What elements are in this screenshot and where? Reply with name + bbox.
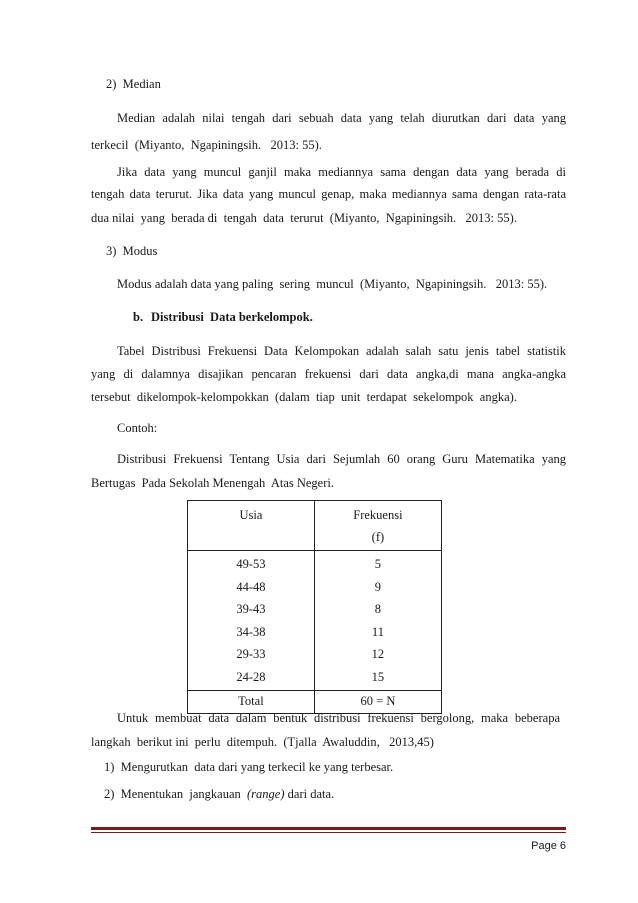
table-row — [188, 598, 442, 621]
example-title-line-1: Distribusi Frekuensi Tentang Usia dari Sejumlah 60 orang Guru Matematika yang — [117, 452, 566, 466]
table-cell-frequency: 12 — [314, 643, 441, 666]
distribution-paragraph-line-1: Tabel Distribusi Frekuensi Data Kelompokan adalah salah satu jenis tabel statistik — [117, 344, 566, 358]
procedure-paragraph-line-2: langkah berikut ini perlu ditempuh. (Tjalla Awaluddin, 2013,45) — [91, 735, 434, 749]
median-paragraph-2-line-1: Jika data yang muncul ganjil maka mediannya sama dengan data yang berada di — [117, 165, 566, 179]
table-cell-frequency: 15 — [314, 666, 441, 691]
frequency-table — [187, 500, 442, 714]
table-total-value: 60 = N — [314, 691, 441, 714]
example-title-line-2: Bertugas Pada Sekolah Menengah Atas Negeri. — [91, 476, 334, 490]
table-cell-usia: 29-33 — [188, 643, 315, 666]
table-total-label: Total — [188, 691, 315, 714]
table-row — [188, 621, 442, 644]
footer-rule-thick — [91, 827, 566, 830]
table-cell-frequency: 5 — [314, 551, 441, 576]
table-cell-usia: 39-43 — [188, 598, 315, 621]
step-2-text: 2) Menentukan jangkauan — [104, 787, 248, 801]
distribution-heading: Distribusi Data berkelompok. — [151, 310, 313, 324]
distribution-paragraph-line-2: yang di dalamnya disajikan pencaran frekuensi dari data angka,di mana angka-angka — [91, 367, 566, 381]
table-cell-usia: 49-53 — [188, 551, 315, 576]
step-2-range-term: (range) — [247, 787, 285, 801]
example-label: Contoh: — [117, 421, 158, 435]
table-header-usia: Usia — [188, 501, 315, 551]
table-cell-usia: 44-48 — [188, 576, 315, 599]
footer-rule-thin — [91, 832, 566, 833]
table-cell-usia: 24-28 — [188, 666, 315, 691]
step-1: 1) Mengurutkan data dari yang terkecil ke yang terbesar. — [104, 760, 394, 774]
modus-paragraph: Modus adalah data yang paling sering muncul (Miyanto, Ngapiningsih. 2013: 55). — [117, 277, 548, 291]
table-row — [188, 666, 442, 691]
table-row — [188, 576, 442, 599]
table-cell-frequency: 11 — [314, 621, 441, 644]
distribution-heading-letter: b. — [133, 310, 144, 324]
modus-heading: 3) Modus — [106, 244, 158, 258]
table-row — [188, 551, 442, 576]
table-cell-frequency: 8 — [314, 598, 441, 621]
median-paragraph-2-line-2: tengah data terurut. Jika data yang muncul genap, maka mediannya sama dengan rata-rata — [91, 187, 566, 201]
step-2-suffix: dari data. — [284, 787, 335, 801]
median-paragraph-2-line-3: dua nilai yang berada di tengah data terurut (Miyanto, Ngapiningsih. 2013: 55). — [91, 211, 517, 225]
page-number: Page 6 — [531, 840, 566, 852]
table-cell-usia: 34-38 — [188, 621, 315, 644]
table-header-frekuensi-symbol: (f) — [371, 530, 385, 544]
table-header-row — [188, 501, 442, 551]
median-paragraph-1-line-1: Median adalah nilai tengah dari sebuah data yang telah diurutkan dari data yang — [117, 111, 566, 125]
step-2 — [104, 786, 334, 802]
table-cell-frequency: 9 — [314, 576, 441, 599]
median-heading: 2) Median — [106, 77, 161, 91]
table-header-frekuensi — [314, 501, 441, 551]
table-row — [188, 643, 442, 666]
table-header-frekuensi-label: Frekuensi — [353, 508, 403, 522]
procedure-paragraph-line-1: Untuk membuat data dalam bentuk distribusi frekuensi bergolong, maka beberapa — [117, 711, 560, 725]
distribution-paragraph-line-3: tersebut dikelompok-kelompokkan (dalam tiap unit terdapat sekelompok angka). — [91, 390, 517, 404]
median-paragraph-1-line-2: terkecil (Miyanto, Ngapiningsih. 2013: 55). — [91, 138, 322, 152]
